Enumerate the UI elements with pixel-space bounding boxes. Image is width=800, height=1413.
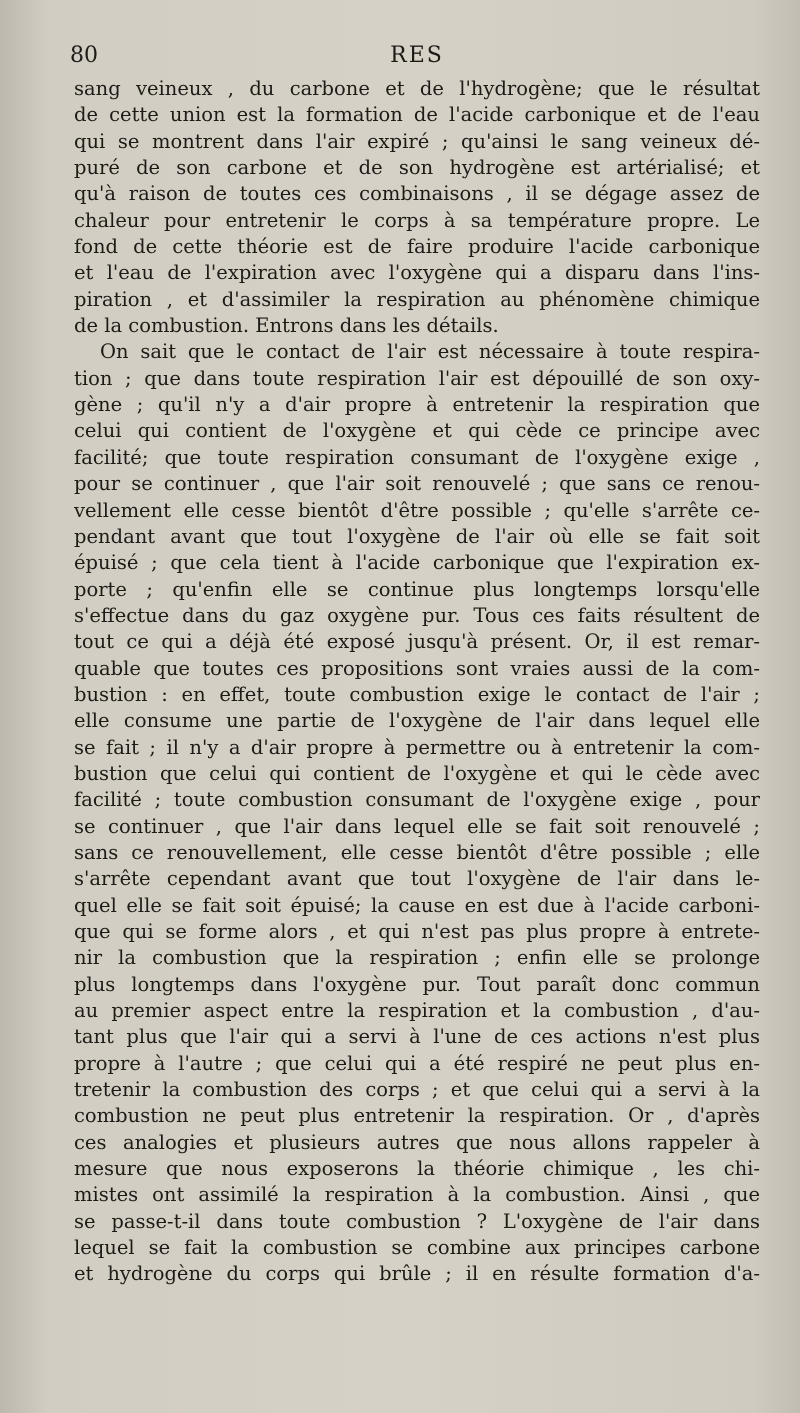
text-line: mistes ont assimilé la respiration à la combustion. Ainsi , que (74, 1183, 760, 1207)
text-line: vellement elle cesse bientôt d'être possible ; qu'elle s'arrête ce- (74, 498, 760, 522)
text-line: quel elle se fait soit épuisé; la cause en est due à l'acide carboni- (74, 893, 760, 917)
text-line: se continuer , que l'air dans lequel elle se fait soit renouvelé ; (74, 814, 760, 838)
text-line: tion ; que dans toute respiration l'air est dépouillé de son oxy- (74, 366, 760, 390)
text-line: tant plus que l'air qui a servi à l'une de ces actions n'est plus (74, 1025, 760, 1049)
text-line: nir la combustion que la respiration ; enfin elle se prolonge (74, 946, 760, 970)
text-line: piration , et d'assimiler la respiration au phénomène chimique (74, 287, 760, 311)
text-line: propre à l'autre ; que celui qui a été respiré ne peut plus en- (74, 1051, 760, 1075)
text-line: lequel se fait la combustion se combine aux principes carbone (74, 1236, 760, 1260)
text-line: pour se continuer , que l'air soit renouvelé ; que sans ce renou- (74, 472, 760, 496)
text-line: facilité ; toute combustion consumant de l'oxygène exige , pour (74, 788, 760, 812)
text-line: qui se montrent dans l'air expiré ; qu'ainsi le sang veineux dé- (74, 129, 760, 153)
text-line: quable que toutes ces propositions sont vraies aussi de la com- (74, 656, 760, 680)
text-line: se fait ; il n'y a d'air propre à permettre ou à entretenir la com- (74, 735, 760, 759)
text-line: sans ce renouvellement, elle cesse bientôt d'être possible ; elle (74, 840, 760, 864)
text-line: combustion ne peut plus entretenir la respiration. Or , d'après (74, 1104, 760, 1128)
text-line: et l'eau de l'expiration avec l'oxygène qui a disparu dans l'ins- (74, 261, 760, 285)
text-line: celui qui contient de l'oxygène et qui cède ce principe avec (74, 419, 760, 443)
text-line: se passe-t-il dans toute combustion ? L'oxygène de l'air dans (74, 1209, 760, 1233)
text-line: fond de cette théorie est de faire produire l'acide carbonique (74, 235, 760, 259)
text-line: et hydrogène du corps qui brûle ; il en résulte formation d'a- (74, 1262, 760, 1286)
text-line: ces analogies et plusieurs autres que nous allons rappeler à (74, 1130, 760, 1154)
text-line: chaleur pour entretenir le corps à sa température propre. Le (74, 208, 760, 232)
text-line: elle consume une partie de l'oxygène de l'air dans lequel elle (74, 709, 760, 733)
text-line: mesure que nous exposerons la théorie chimique , les chi- (74, 1157, 760, 1181)
running-head: RES (390, 43, 444, 68)
text-line: bustion que celui qui contient de l'oxygène et qui le cède avec (74, 761, 760, 785)
text-line: épuisé ; que cela tient à l'acide carbonique que l'expiration ex- (74, 551, 760, 575)
text-line: s'arrête cependant avant que tout l'oxygène de l'air dans le- (74, 867, 760, 891)
text-line: porte ; qu'enfin elle se continue plus longtemps lorsqu'elle (74, 577, 760, 601)
text-line: gène ; qu'il n'y a d'air propre à entretenir la respiration que (74, 393, 760, 417)
text-line: de cette union est la formation de l'acide carbonique et de l'eau (74, 103, 760, 127)
text-line: au premier aspect entre la respiration et la combustion , d'au- (74, 999, 760, 1023)
text-line: tout ce qui a déjà été exposé jusqu'à présent. Or, il est remar- (74, 630, 760, 654)
page-header (70, 40, 760, 72)
text-line: puré de son carbone et de son hydrogène est artérialisé; et (74, 156, 760, 180)
text-line: pendant avant que tout l'oxygène de l'air où elle se fait soit (74, 524, 760, 548)
text-line: facilité; que toute respiration consumant de l'oxygène exige , (74, 445, 760, 469)
text-line: qu'à raison de toutes ces combinaisons , il se dégage assez de (74, 182, 760, 206)
text-line: s'effectue dans du gaz oxygène pur. Tous ces faits résultent de (74, 603, 760, 627)
text-line: que qui se forme alors , et qui n'est pas plus propre à entrete- (74, 920, 760, 943)
text-line: plus longtemps dans l'oxygène pur. Tout paraît donc commun (74, 972, 760, 996)
text-line: tretenir la combustion des corps ; et que celui qui a servi à la (74, 1078, 760, 1102)
page-number: 80 (70, 43, 98, 68)
text-line: sang veineux , du carbone et de l'hydrogène; que le résultat (74, 77, 760, 100)
body-text (74, 76, 760, 1288)
text-line: de la combustion. Entrons dans les détails. (74, 314, 499, 338)
text-line: On sait que le contact de l'air est nécessaire à toute respira- (100, 340, 760, 364)
text-line: bustion : en effet, toute combustion exige le contact de l'air ; (74, 682, 760, 706)
